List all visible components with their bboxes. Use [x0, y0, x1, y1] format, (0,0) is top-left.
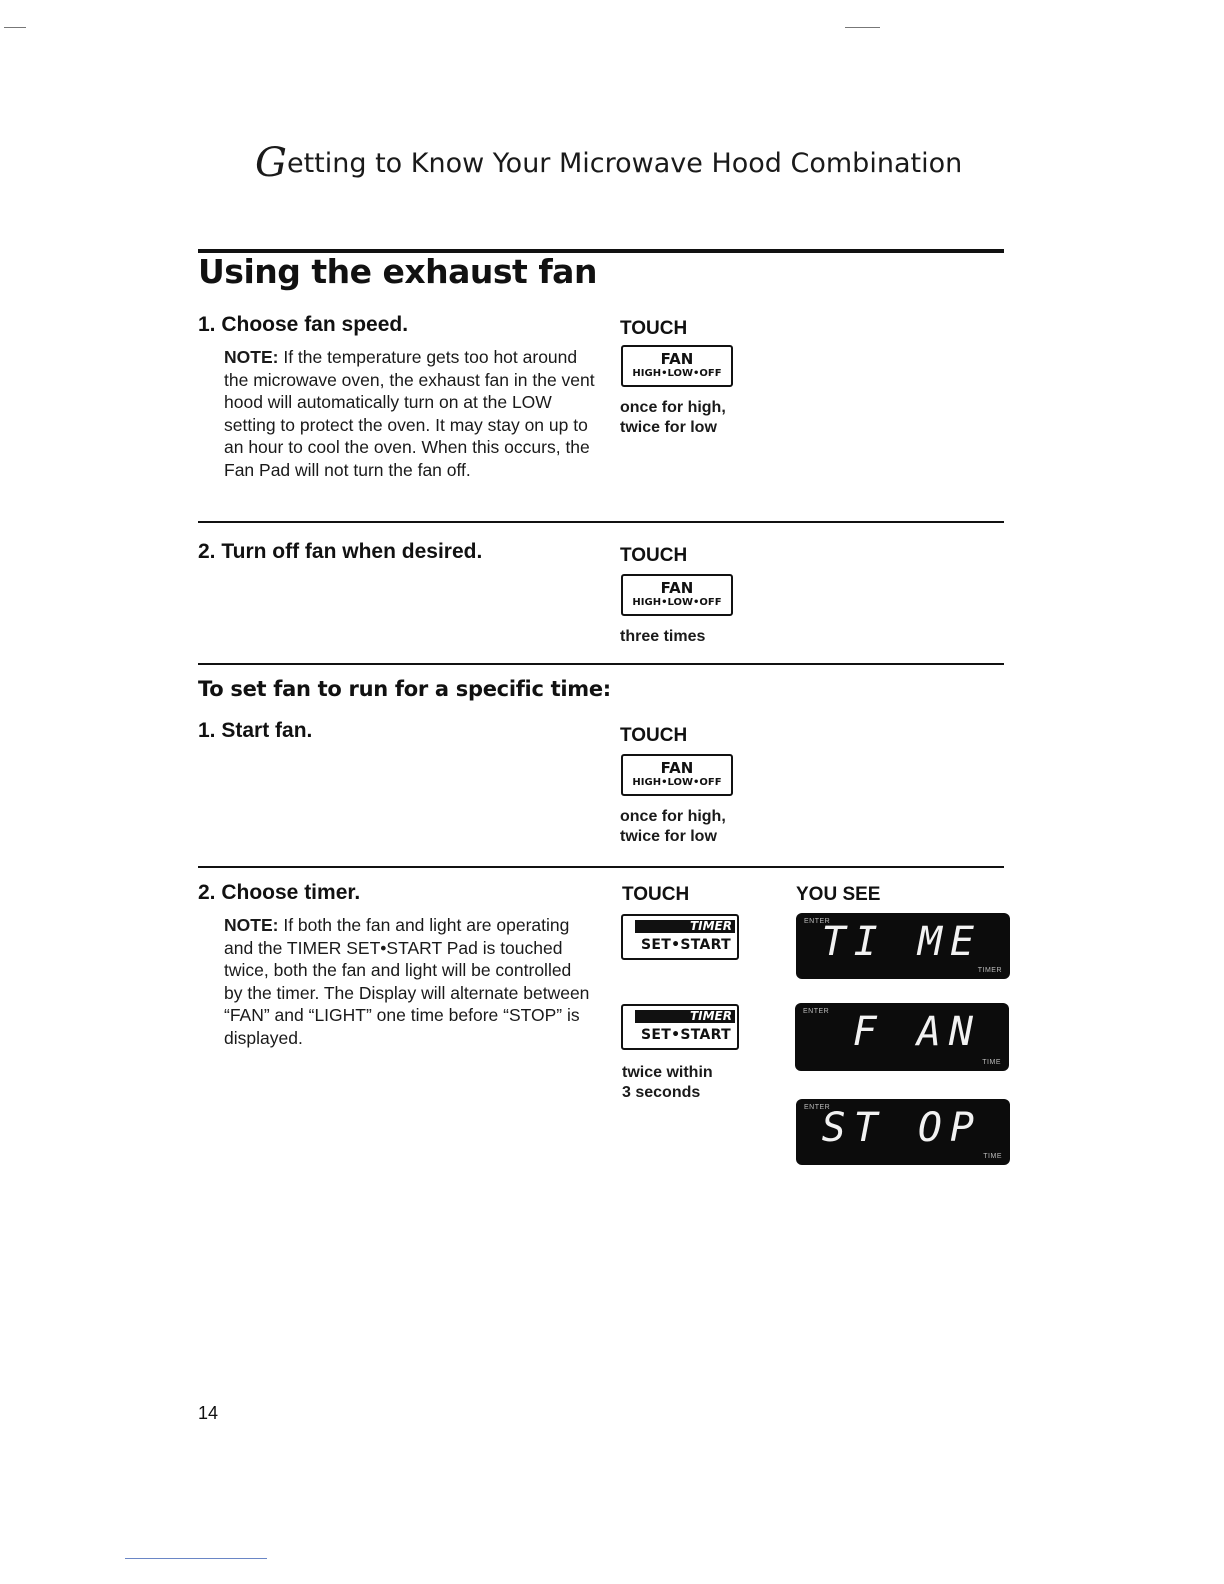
led-display	[796, 913, 1010, 979]
fan-pad-label: FAN	[660, 350, 694, 368]
note-text: If both the fan and light are operating and the TIMER SET•START Pad is touched twice, both the fan and light will be controlled by the timer. The Display will alternate between “FAN” and “LIGHT” one time before “STOP” is displayed.	[224, 915, 590, 1048]
led-display	[795, 1003, 1009, 1071]
timer-set-start-button[interactable]	[621, 1004, 739, 1050]
timer-pad-label: SET•START	[641, 1027, 731, 1043]
touch-label: TOUCH	[620, 318, 688, 339]
step-note	[224, 914, 594, 1049]
touch-caption	[620, 398, 726, 438]
fan-pad-button[interactable]	[621, 345, 733, 387]
fan-pad-button[interactable]	[621, 754, 733, 796]
touch-caption	[620, 807, 726, 847]
note-label: NOTE:	[224, 915, 279, 935]
touch-caption	[622, 1063, 713, 1103]
step-divider	[198, 866, 1004, 868]
display-readout: F AN	[852, 1009, 981, 1055]
display-enter-label: ENTER	[803, 1008, 830, 1015]
caption-line: 3 seconds	[622, 1084, 701, 1101]
you-see-label: YOU SEE	[796, 884, 881, 905]
display-mode-label: TIME	[982, 1059, 1001, 1066]
chapter-title	[255, 140, 962, 186]
scan-mark-top-right	[845, 27, 880, 28]
display-mode-label: TIME	[983, 1153, 1002, 1160]
caption-line: twice for low	[620, 419, 717, 436]
display-readout: TI ME	[821, 919, 982, 965]
scan-mark-top-left	[4, 27, 26, 28]
fan-pad-button[interactable]	[621, 574, 733, 616]
chapter-title-initial: G	[255, 140, 287, 186]
caption-line: once for high,	[620, 808, 726, 825]
step-divider	[198, 521, 1004, 523]
step-title: 1. Start fan.	[198, 719, 313, 742]
caption-line: twice within	[622, 1064, 713, 1081]
fan-pad-label: FAN	[660, 759, 694, 777]
touch-label: TOUCH	[620, 725, 688, 746]
page-number: 14	[198, 1403, 219, 1423]
caption-line: three times	[620, 628, 706, 645]
caption-line: twice for low	[620, 828, 717, 845]
chapter-title-text: etting to Know Your Microwave Hood Combination	[286, 148, 963, 179]
fan-pad-sublabel: HIGH•LOW•OFF	[632, 368, 722, 379]
timer-pad-label: SET•START	[641, 937, 731, 953]
timer-set-start-button[interactable]	[621, 914, 739, 960]
step-title: 2. Turn off fan when desired.	[198, 540, 483, 563]
touch-caption	[620, 627, 705, 647]
touch-label: TOUCH	[620, 545, 688, 566]
led-display	[796, 1099, 1010, 1165]
scan-mark-bottom	[125, 1558, 267, 1559]
fan-pad-label: FAN	[660, 579, 694, 597]
step-note	[224, 346, 604, 481]
subsection-title: To set fan to run for a specific time:	[198, 677, 611, 701]
touch-label: TOUCH	[622, 884, 690, 905]
fan-pad-sublabel: HIGH•LOW•OFF	[632, 777, 722, 788]
caption-line: once for high,	[620, 399, 726, 416]
step-title: 2. Choose timer.	[198, 881, 361, 904]
section-title: Using the exhaust fan	[198, 252, 597, 291]
timer-pad-bar: TIMER	[635, 920, 735, 933]
note-text: If the temperature gets too hot around the microwave oven, the exhaust fan in the vent hood will automatically turn on at the LOW setting to protect the oven. It may stay on up to an hour to cool the oven. When this occurs, the Fan Pad will not turn the fan off.	[224, 347, 595, 480]
timer-pad-bar: TIMER	[635, 1010, 735, 1023]
display-readout: ST OP	[821, 1105, 982, 1151]
step-divider	[198, 663, 1004, 665]
fan-pad-sublabel: HIGH•LOW•OFF	[632, 597, 722, 608]
display-enter-label: ENTER	[804, 918, 831, 925]
step-title: 1. Choose fan speed.	[198, 313, 409, 336]
display-enter-label: ENTER	[804, 1104, 831, 1111]
display-mode-label: TIMER	[977, 967, 1002, 974]
note-label: NOTE:	[224, 347, 279, 367]
